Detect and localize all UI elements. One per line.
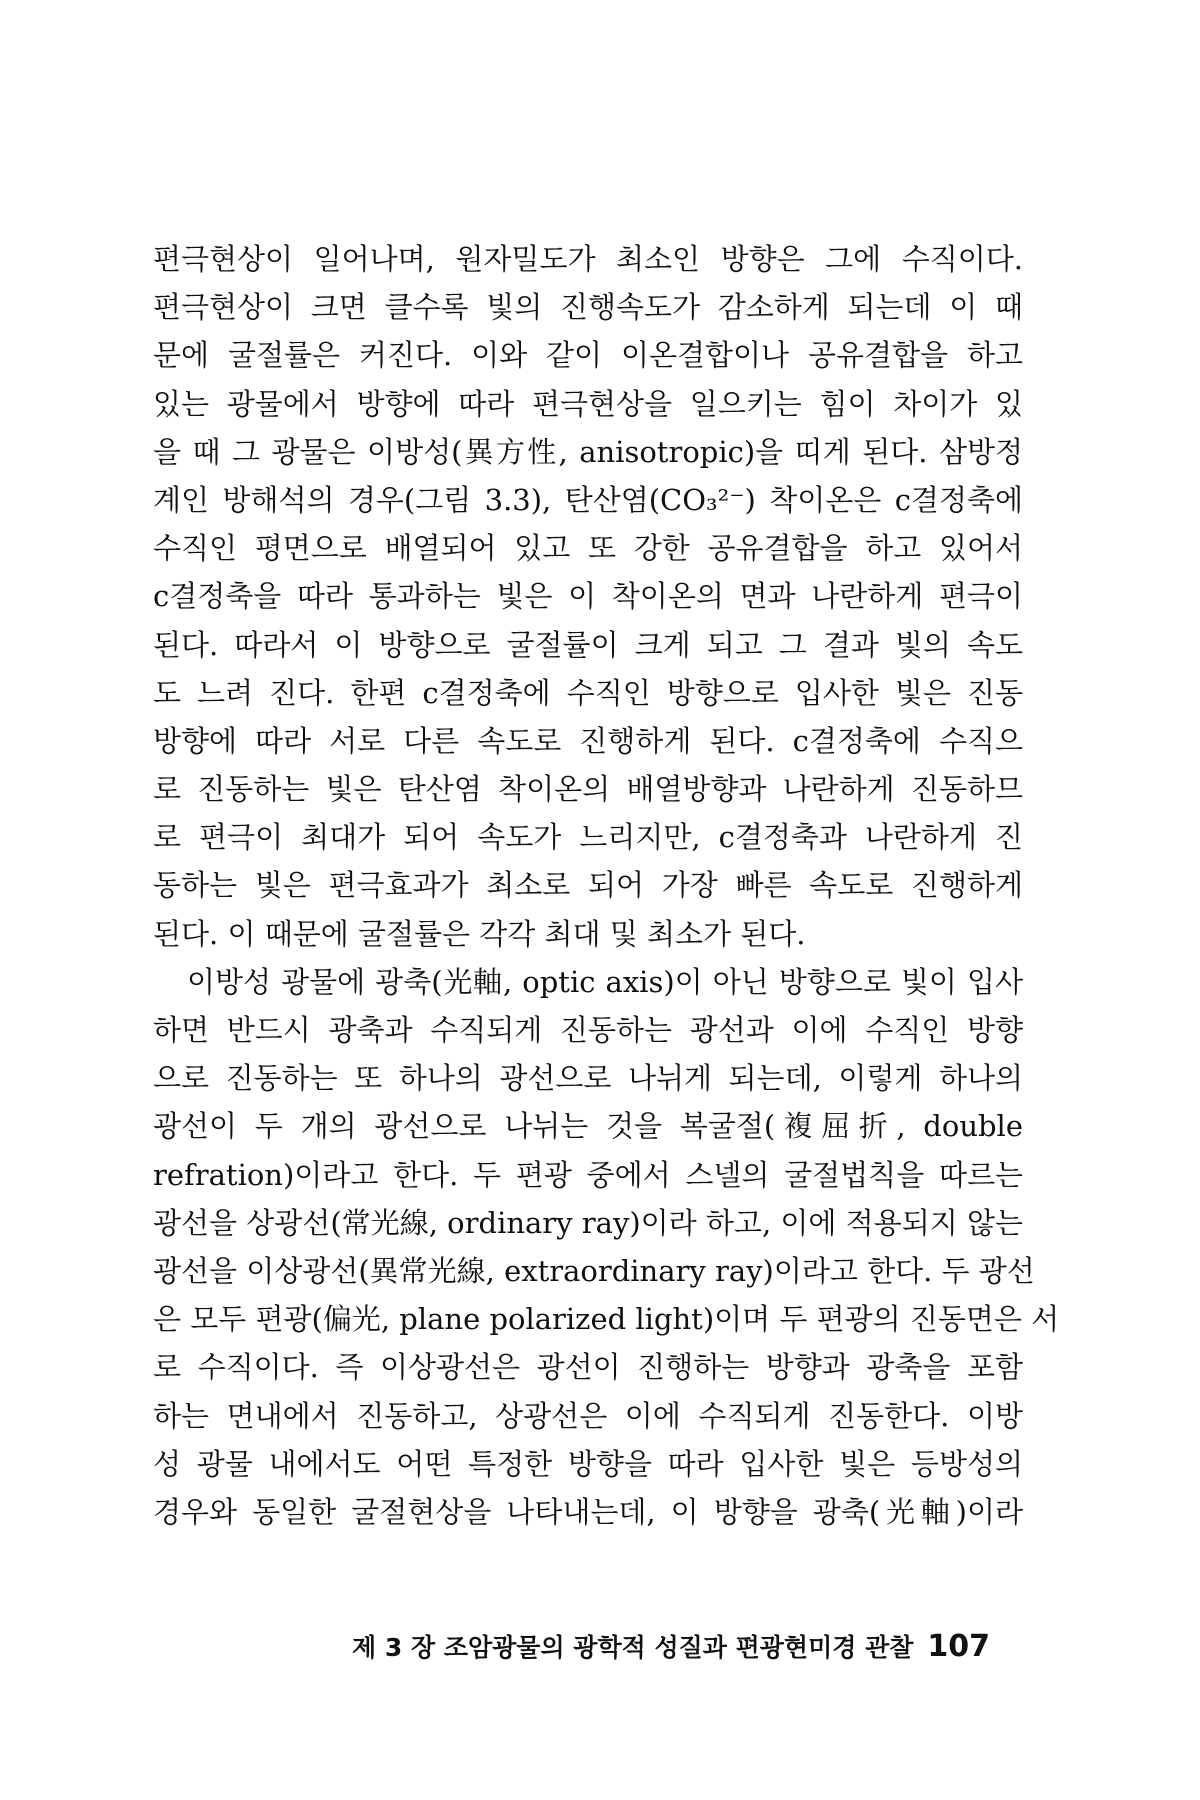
text-line: 로 편극이 최대가 되어 속도가 느리지만, c결정축과 나란하게 진 bbox=[153, 820, 1023, 855]
paragraph-1 bbox=[153, 235, 1023, 958]
text-line: 광선을 이상광선(異常光線, extraordinary ray)이라고 한다. 두 광선 bbox=[153, 1253, 1035, 1288]
text-line: 하면 반드시 광축과 수직되게 진동하는 광선과 이에 수직인 방향 bbox=[153, 1013, 1023, 1047]
text-line: 광선을 상광선(常光線, ordinary ray)이라 하고, 이에 적용되지 않는 bbox=[153, 1205, 1023, 1240]
text-line: 경우와 동일한 굴절현상을 나타내는데, 이 방향을 광축(光軸)이라 bbox=[153, 1494, 1023, 1529]
text-line: 로 진동하는 빛은 탄산염 착이온의 배열방향과 나란하게 진동하므 bbox=[153, 772, 1023, 807]
text-line: 을 때 그 광물은 이방성(異方性, anisotropic)을 띠게 된다. 삼방정 bbox=[153, 434, 1023, 469]
text-line: refration)이라고 한다. 두 편광 중에서 스넬의 굴절법칙을 따르는 bbox=[153, 1157, 1023, 1192]
text-line: 광선이 두 개의 광선으로 나뉘는 것을 복굴절(複屈折, double bbox=[153, 1109, 1023, 1144]
page-footer bbox=[0, 1628, 990, 1664]
text-line: 계인 방해석의 경우(그림 3.3), 탄산염(CO₃²⁻) 착이온은 c결정축에 bbox=[153, 482, 1023, 517]
text-line: 된다. 이 때문에 굴절률은 각각 최대 및 최소가 된다. bbox=[153, 916, 806, 951]
text-line: 있는 광물에서 방향에 따라 편극현상을 일으키는 힘이 차이가 있 bbox=[153, 386, 1023, 421]
text-line: 하는 면내에서 진동하고, 상광선은 이에 수직되게 진동한다. 이방 bbox=[153, 1398, 1023, 1433]
text-line: 은 모두 편광(偏光, plane polarized light)이며 두 편광의 진동면은 서 bbox=[153, 1302, 1060, 1337]
text-line: 편극현상이 일어나며, 원자밀도가 최소인 방향은 그에 수직이다. bbox=[153, 242, 1023, 276]
text-line: 문에 굴절률은 커진다. 이와 같이 이온결합이나 공유결합을 하고 bbox=[153, 338, 1023, 373]
text-line: 방향에 따라 서로 다른 속도로 진행하게 된다. c결정축에 수직으 bbox=[153, 723, 1023, 758]
text-line: 수직인 평면으로 배열되어 있고 또 강한 공유결합을 하고 있어서 bbox=[153, 531, 1023, 566]
text-line: 으로 진동하는 또 하나의 광선으로 나뉘게 되는데, 이렇게 하나의 bbox=[153, 1061, 1023, 1096]
text-line: 된다. 따라서 이 방향으로 굴절률이 크게 되고 그 결과 빛의 속도 bbox=[153, 627, 1023, 662]
paragraph-2 bbox=[153, 958, 1060, 1536]
body-text bbox=[153, 235, 1060, 1536]
text-line: 동하는 빛은 편극효과가 최소로 되어 가장 빠른 속도로 진행하게 bbox=[153, 868, 1023, 903]
text-line: 도 느려 진다. 한편 c결정축에 수직인 방향으로 입사한 빛은 진동 bbox=[153, 675, 1023, 710]
page-number: 107 bbox=[927, 1629, 990, 1664]
text-line: c결정축을 따라 통과하는 빛은 이 착이온의 면과 나란하게 편극이 bbox=[153, 579, 1023, 614]
text-line: 이방성 광물에 광축(光軸, optic axis)이 아닌 방향으로 빛이 입사 bbox=[187, 964, 1023, 999]
running-chapter-title: 제 3 장 조암광물의 광학적 성질과 편광현미경 관찰 bbox=[352, 1633, 914, 1662]
text-line: 로 수직이다. 즉 이상광선은 광선이 진행하는 방향과 광축을 포함 bbox=[153, 1350, 1023, 1385]
text-line: 성 광물 내에서도 어떤 특정한 방향을 따라 입사한 빛은 등방성의 bbox=[153, 1446, 1023, 1481]
text-line: 편극현상이 크면 클수록 빛의 진행속도가 감소하게 되는데 이 때 bbox=[153, 290, 1023, 325]
